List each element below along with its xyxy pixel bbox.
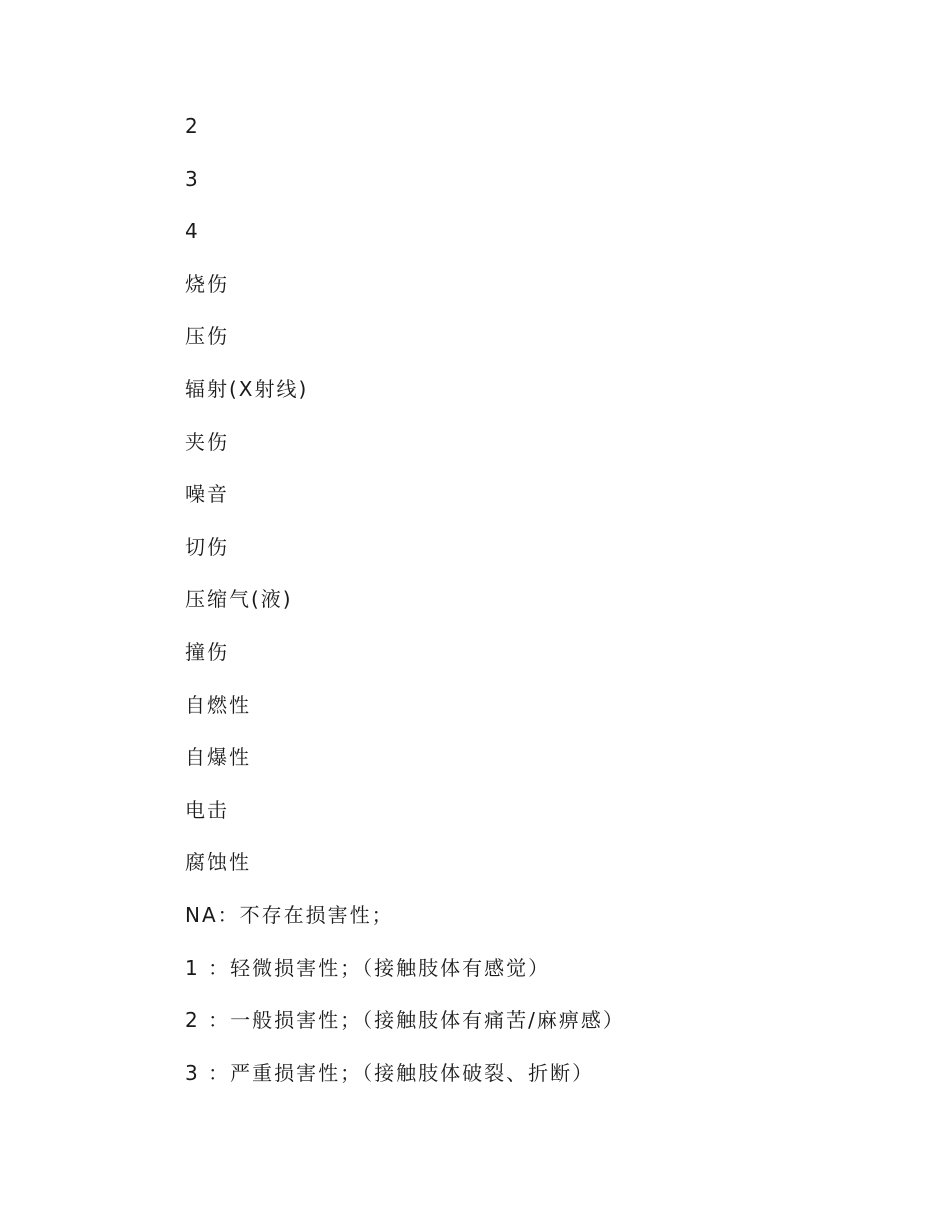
hazard-noise: 噪音 [185,482,229,507]
severity-3: 3 ：严重损害性；（接触肢体破裂、折断） [185,1060,595,1085]
hazard-electric-shock: 电击 [185,797,229,822]
hazard-burn: 烧伤 [185,271,229,296]
hazard-pinch: 夹伤 [185,429,229,454]
text-line-4: 4 [185,219,200,244]
hazard-spontaneous-explosion: 自爆性 [185,745,251,770]
text-line-3: 3 [185,166,200,191]
hazard-compressed: 压缩气(液) [185,587,293,612]
text-line-2: 2 [185,114,200,138]
hazard-corrosive: 腐蚀性 [185,850,251,875]
severity-1: 1 ：轻微损害性；（接触肢体有感觉） [185,955,551,980]
hazard-impact: 撞伤 [185,639,229,664]
hazard-radiation: 辐射(X射线) [185,376,309,401]
hazard-crush: 压伤 [185,324,229,349]
hazard-spontaneous-combustion: 自燃性 [185,692,251,717]
hazard-cut: 切伤 [185,534,229,559]
text-block [185,112,885,1111]
severity-na: NA：不存在损害性； [185,902,394,927]
severity-2: 2 ：一般损害性；（接触肢体有痛苦/麻痹感） [185,1008,625,1033]
